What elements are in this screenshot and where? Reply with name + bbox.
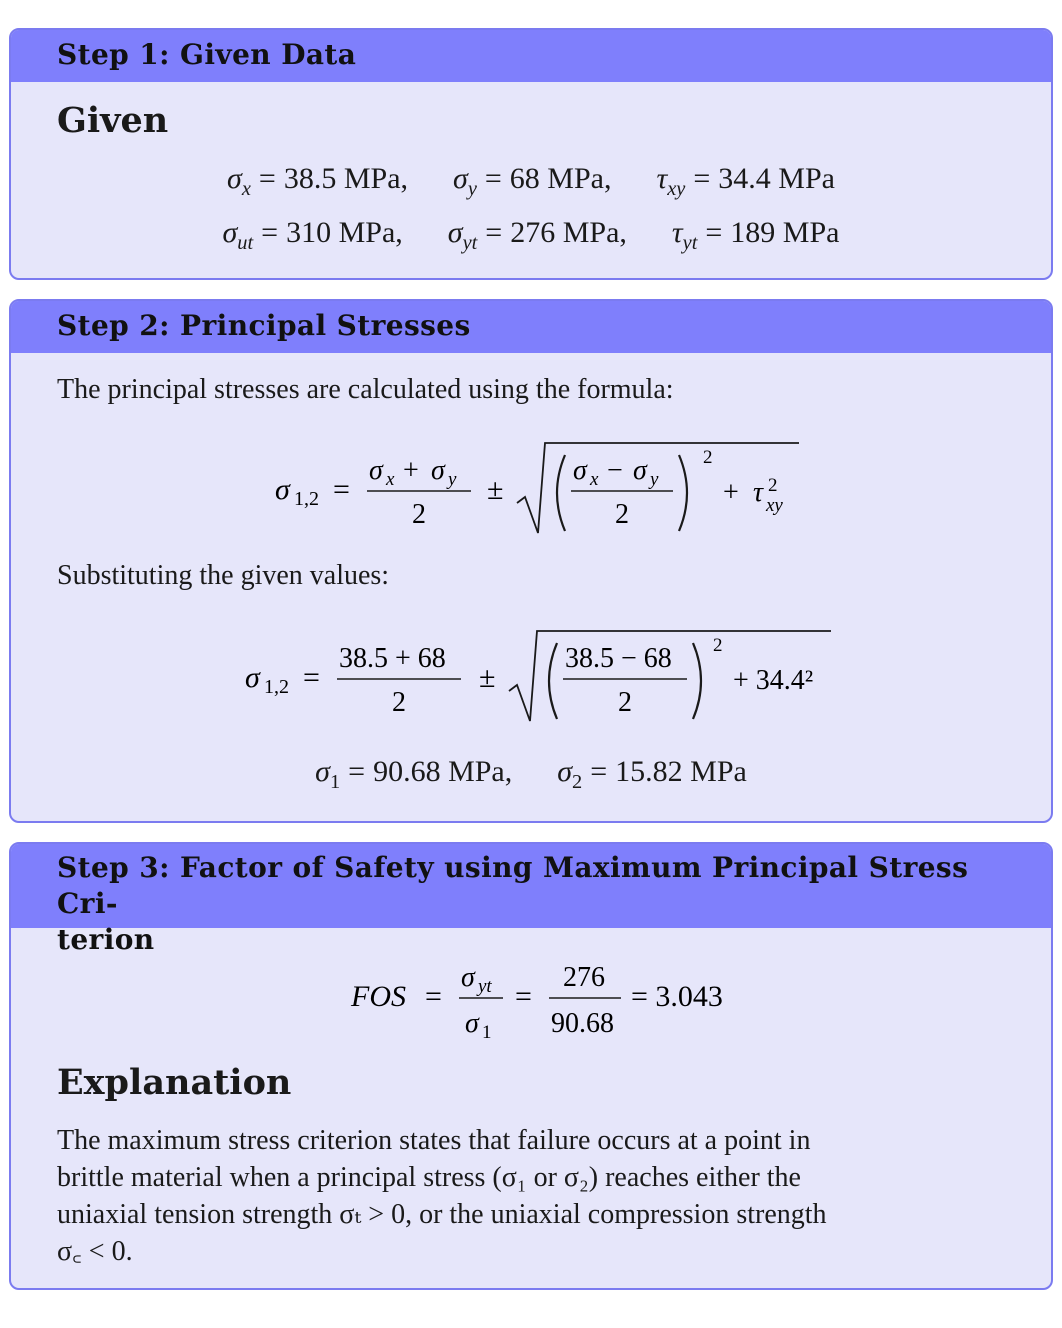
- tau-yt-value: 189 MPa: [730, 216, 840, 249]
- substitute-text: Substituting the given values:: [57, 560, 390, 591]
- fos-formula: [337, 946, 757, 1046]
- sigma-ut-value: 310 MPa,: [286, 216, 403, 249]
- svg-text:σ: σ: [275, 473, 290, 506]
- svg-text:=: =: [333, 473, 350, 506]
- fos-label: FOS: [351, 980, 406, 1013]
- step1-header-text: Step 1: Given Data: [57, 38, 357, 71]
- step2-header-text: Step 2: Principal Stresses: [57, 309, 471, 342]
- svg-text:σ: σ: [245, 661, 260, 694]
- principal-stress-formula: [261, 435, 821, 535]
- svg-text:σ: σ: [461, 962, 475, 993]
- explanation-title: Explanation: [57, 1062, 292, 1103]
- step3-box: [9, 842, 1053, 1290]
- step1-header: [11, 30, 1051, 82]
- denominator-a: 2: [392, 687, 406, 718]
- svg-text:σ: σ: [369, 455, 383, 486]
- fos-numerator: 276: [563, 962, 605, 993]
- svg-text:1: 1: [482, 1022, 492, 1043]
- svg-text:=: =: [515, 980, 532, 1013]
- svg-text:2: 2: [703, 447, 713, 468]
- svg-text:σ: σ: [573, 455, 587, 486]
- explanation-text: [57, 1122, 1009, 1270]
- sigma2-value: 15.82 MPa: [615, 755, 747, 788]
- svg-text:x: x: [590, 469, 599, 490]
- numerator-a: 38.5 + 68: [339, 643, 446, 674]
- denominator-b: 2: [618, 687, 632, 718]
- svg-text:=: =: [303, 661, 320, 694]
- step2-header: [11, 301, 1051, 353]
- step3-header: [11, 844, 1051, 956]
- substituted-tail: + 34.4²: [733, 665, 814, 696]
- given-line-2: $\sigma_{ut} = 310$ MPa, $\sigma_{yt} = 276$ MPa, $\tau_{yt} = 189$ MPa: [222, 216, 840, 255]
- svg-text:1,2: 1,2: [264, 676, 289, 698]
- svg-text:y: y: [448, 469, 457, 490]
- numerator-b: 38.5 − 68: [565, 643, 672, 674]
- principal-result: $\sigma_1 = 90.68$ MPa, $\sigma_2 = 15.82$ MPa: [315, 755, 747, 794]
- svg-text:1,2: 1,2: [294, 488, 319, 510]
- fos-result: = 3.043: [631, 980, 723, 1013]
- svg-text:σ: σ: [633, 455, 647, 486]
- svg-text:σ: σ: [431, 455, 445, 486]
- explanation-line: uniaxial tension strength σₜ > 0, or the uniaxial compression strength: [57, 1199, 827, 1230]
- explanation-line: brittle material when a principal stress (σ₁ or σ₂) reaches either the: [57, 1162, 801, 1193]
- step2-box: [9, 299, 1053, 823]
- svg-text:=: =: [425, 980, 442, 1013]
- svg-text:yt: yt: [478, 976, 492, 997]
- svg-text:y: y: [650, 469, 659, 490]
- explanation-line: The maximum stress criterion states that failure occurs at a point in: [57, 1125, 811, 1156]
- sigma-x-value: 38.5 MPa,: [283, 162, 409, 195]
- step1-box: [9, 28, 1053, 280]
- svg-text:x: x: [386, 469, 395, 490]
- fos-denominator: 90.68: [551, 1008, 614, 1039]
- svg-text:+: +: [723, 477, 739, 508]
- given-title: Given: [57, 100, 169, 141]
- svg-text:σ: σ: [465, 1008, 479, 1039]
- svg-text:τ: τ: [753, 477, 764, 508]
- sigma-yt-value: 276 MPa,: [510, 216, 627, 249]
- svg-text:2: 2: [713, 635, 723, 656]
- substituted-formula: [233, 619, 853, 723]
- tau-xy-value: 34.4 MPa: [718, 162, 835, 195]
- step3-header-line2: terion: [57, 923, 155, 956]
- step3-header-line1: Step 3: Factor of Safety using Maximum Principal Stress Cri-: [57, 851, 969, 920]
- svg-text:2: 2: [615, 499, 629, 530]
- svg-text:+: +: [403, 455, 419, 486]
- principal-intro: The principal stresses are calculated using the formula:: [57, 374, 674, 405]
- sigma1-value: 90.68 MPa,: [373, 755, 513, 788]
- given-line-1: $\sigma_x = 38.5$ MPa, $\sigma_y = 68$ MPa, $\tau_{xy} = 34.4$ MPa: [227, 162, 835, 201]
- svg-text:±: ±: [487, 473, 504, 506]
- svg-text:−: −: [607, 455, 623, 486]
- svg-text:2: 2: [412, 499, 426, 530]
- svg-text:2: 2: [768, 475, 778, 496]
- sigma-y-value: 68 MPa,: [509, 162, 612, 195]
- explanation-line: σ꜀ < 0.: [57, 1236, 133, 1267]
- svg-text:xy: xy: [766, 495, 783, 516]
- svg-text:±: ±: [479, 661, 496, 694]
